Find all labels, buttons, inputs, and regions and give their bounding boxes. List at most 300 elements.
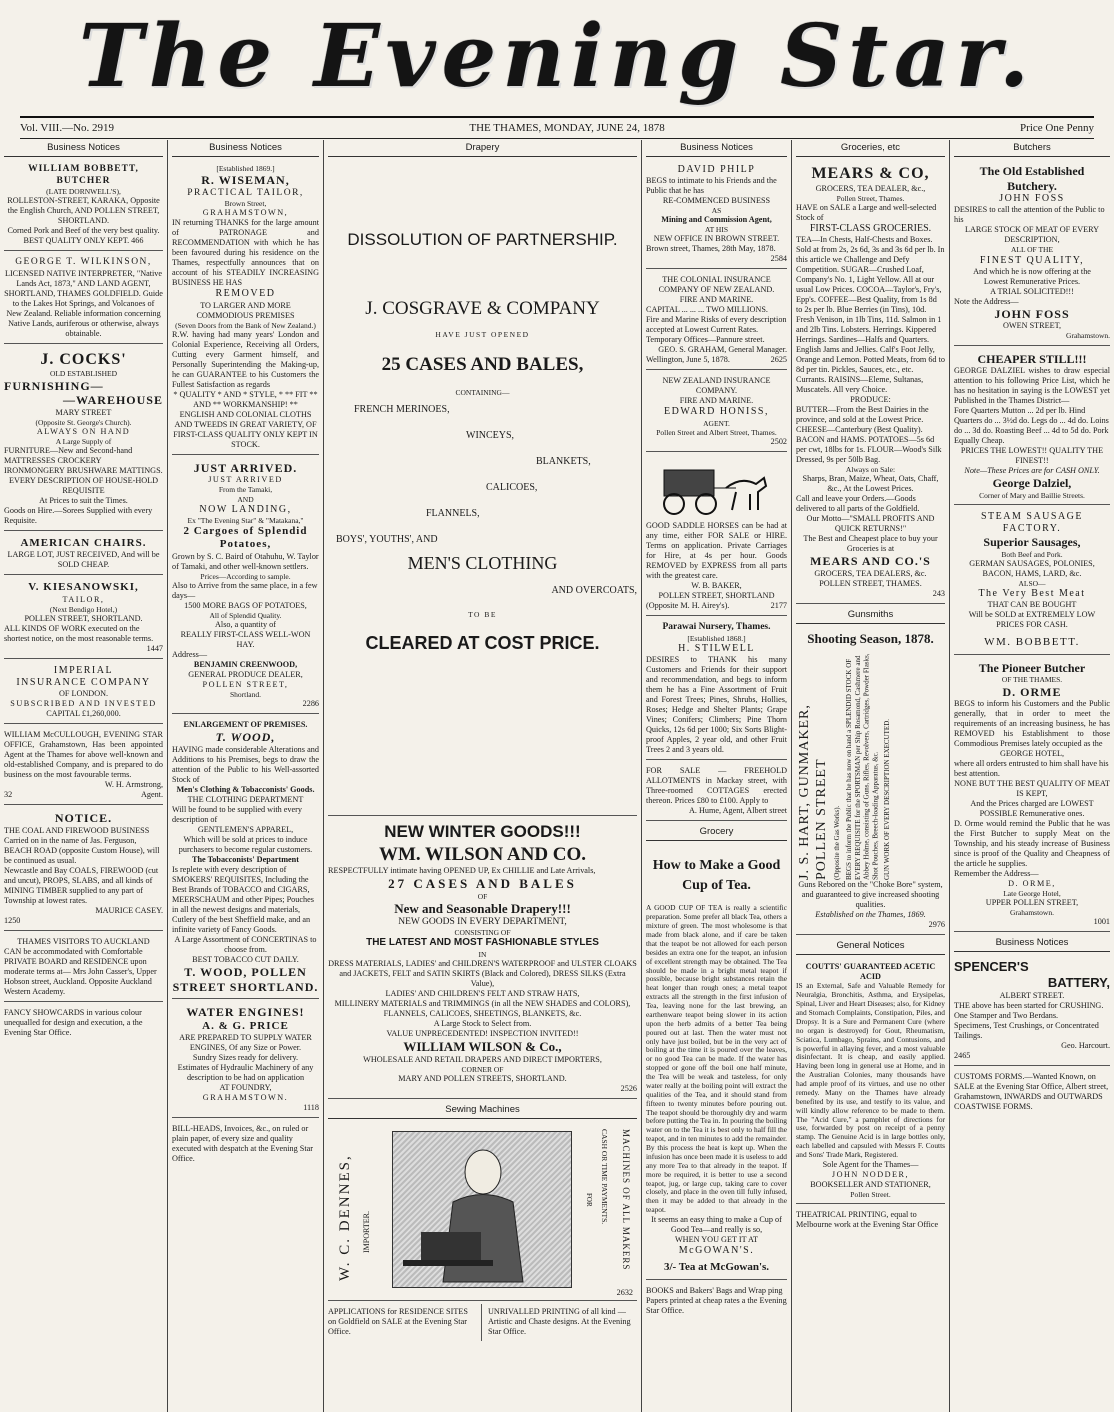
ad-number: 2584: [770, 254, 787, 264]
ad-body: FOR SALE — FREEHOLD ALLOTMENTS in Mackay street, with Three-roomed COTTAGES erected thereon. Prices £80 to £100. Apply to: [646, 765, 787, 805]
ad-line: ALL OF THE: [1010, 245, 1054, 255]
section-heading: General Notices: [796, 938, 945, 955]
ad-number: 2976: [928, 920, 945, 930]
ad-line: GERMAN SAUSAGES, POLONIES,: [969, 559, 1095, 569]
ad-line: A Large Supply of: [55, 436, 112, 446]
ad-line: OF LONDON.: [58, 689, 109, 699]
ad-signature: W. B. BAKER,: [691, 580, 742, 590]
ad-spencer: [954, 956, 1110, 1066]
ad-line: Shortland.: [229, 690, 262, 700]
ad-note: Corned Pork and Beef of the very best quality.: [7, 226, 160, 236]
ad-bobbett: [4, 161, 163, 251]
ad-body: ALL KINDS OF WORK executed on the shortest notice, on the most reasonable terms.: [4, 624, 154, 644]
ad-line: MILLINERY MATERIALS and TRIMMINGS (in all the NEW SHADES and COLORS), FLANNELS, CALICOES, SHEETINGS, BLANKETS, &c.: [334, 998, 631, 1018]
ad-established: [Established 1869.]: [216, 164, 275, 173]
columns-area: [0, 140, 1114, 1412]
ad-number: 1118: [303, 1103, 319, 1113]
ad-line: Always on Sale:: [845, 464, 896, 474]
dateline: [20, 120, 1094, 136]
ad-line: Late George Hotel,: [1003, 889, 1061, 899]
ad-line: Estimates of Hydraulic Machinery of any description to be had on application: [177, 1063, 314, 1083]
horse-carriage-engraving: [646, 458, 786, 518]
ad-line: Our Motto—"SMALL PROFITS AND QUICK RETURNS!": [806, 513, 935, 533]
sewing-machine-engraving: [392, 1131, 572, 1288]
ad-line: At Prices to suit the Times.: [39, 496, 128, 506]
ad-number: 2526: [620, 1083, 637, 1093]
ad-line: Guns Rebored on the "Choke Bore" system, and guaranteed to give increased shooting qualities.: [798, 880, 943, 910]
ad-item: BLANKETS,: [536, 456, 591, 468]
ad-line: WHEN YOU GET IT AT: [674, 1235, 759, 1245]
ad-imperial-insurance: [4, 662, 163, 724]
ad-body: Newcastle and Bay COALS, FIREWOOD (cut and uncut), PROPS, SLABS, and all kinds of MINING TIMBER supplied to any part of Township at lowest rates.: [4, 866, 159, 906]
ad-body: RESPECTFULLY intimate having OPENED UP, Ex CHILLIE and Late Arrivals,: [328, 865, 596, 875]
ad-line: * QUALITY * AND * STYLE, * ** FIT ** AND ** WORKMANSHIP! **: [173, 389, 318, 409]
ad-body: A GOOD CUP OF TEA is really a scientific preparation. Some prefer all black Tea, others a mixture of green. The most wholesome is that made from black alone, and if care be taken that the teapot be not allowed for each person besides an extra one for the teapot, an infusion of excellent strength may be obtained. The Tea should be made in a bright metal teapot if possible, because bright substances retain the heat longer than rough ones; a metal teapot extracts all the strength in the first infusion of Tea, leaving none for the last brewing, an earthenware teapot being slower in its action upon the herb admits of a better Tea being poured out at last. Then the water must not only have just boiled, but be in the very act of boiling at the time it is poured over the leaves, or no good Tea can be made. If the water has stopped or gone off the boil one half minute, the Tea will be weak and tasteless, for only water really at the boiling point will extract the qualities of the Tea, and it should stand from fifteen to twenty minutes before pouring out. The teapot should be thoroughly dry and warm before putting the Tea in. In pouring the boiling water on to the Tea it is best only to half fill the teapot, and in ten minutes to add the remainder. By this process the heat is kept up. When the infusion has once been made it is useless to add any more Tea to that already in the teapot. If more be required, it is better to use a second teapot, jug, or large cup, taking care to cover closely, and place in the oven till fully infused, then it may be added to that already in the teapot.: [646, 903, 787, 1215]
ad-line: NONE BUT THE BEST QUALITY OF MEAT IS KEPT,: [954, 779, 1110, 799]
ad-line: AGENT.: [703, 418, 730, 428]
ad-line: BOOKSELLER AND STATIONER,: [810, 1179, 931, 1189]
ad-number: 243: [932, 588, 945, 598]
ad-line: Sole Agent for the Thames—: [822, 1159, 919, 1169]
ad-line: IN: [478, 949, 487, 959]
ad-line: LARGE STOCK OF MEAT OF EVERY DESCRIPTION,: [964, 225, 1100, 245]
ad-line: MACHINES OF ALL MAKERS: [621, 1128, 631, 1271]
ad-subtitle: GROCERS, TEA DEALER, &c.,: [815, 183, 926, 193]
ad-mccullough: [4, 727, 163, 805]
ad-customs: [954, 1069, 1110, 1116]
ad-body: BEGS to inform the Public that he has now on hand a SPLENDID STOCK OF EVERY REQUISITE for the SPORTSMAN per Ship Rosamond, Cashmere and Abbey Holme, consisting of Guns, Rifles, Revolvers, Cartridges, Powder Flasks, Shot Pouches, Breech-loading Apparatus, &c.: [844, 653, 879, 881]
ad-line: AND: [237, 494, 254, 504]
ad-line: THAT CAN BE BOUGHT: [987, 600, 1077, 610]
ad-line: GEORGE HOTEL,: [999, 749, 1065, 759]
masthead-rule: [20, 116, 1094, 118]
ad-number: 2625: [770, 355, 787, 365]
ad-line: AND OVERCOATS,: [551, 585, 637, 597]
ad-list: TEA—In Chests, Half-Chests and Boxes. Sold at from 2s, 2s 6d, 3s and 3s 6d per lb. In this article we Challenge and Defy Competition. SUGAR—Crushed Loaf, Company's No. 1, Light Yellow. All at our usual Low Prices. COCOA—Taylor's, Fry's, Epp's. COFFEE—Best Quality, from 1s 8d to 2s per lb. Blue Berries (in Tins), 10d. Fresh Venison, in 1lb Tins, 11d. Salmon in 1 and 2lb Tins. Lobsters. Herrings. Kippered Herrings. Sardines—Halfs and Quarters. English Jams and Jellies. Calf's Foot Jelly, Orange and Lemon. Potted Meats, from 6d to 8d per tin. Pickles, Sauces, etc., etc. Currants. RAISINS—Eleme, Sultanas, Muscatels. All very Choice.: [796, 234, 945, 394]
ad-title: The Pioneer Butcher: [978, 660, 1086, 675]
ad-line: DRESS MATERIALS, LADIES' and CHILDREN'S WATERPROOF and ULSTER CLOAKS and JACKETS, FELT and SATIN SKIRTS (Black and Colored), DRESS SILKS (Extra Value),: [328, 958, 637, 988]
ad-line: Is replete with every description of SMOKERS' REQUISITES, Including the Best Brands of TOBACCO and CIGARS, MEERSCHAUM and other Pipes; Pouches in all the newest designs and materials, Cutlery of the best Sheffield make, and an infinite variety of Fancy Goods.: [172, 864, 314, 934]
ad-body: GEORGE DALZIEL wishes to draw especial attention to his following Price List, which he has no hesitation in saying is the LOWEST yet Published in the Thames District—: [954, 366, 1110, 406]
ad-name: BENJAMIN CREENWOOD,: [193, 660, 298, 670]
ad-line: (Opposite the Gas Works).: [833, 806, 842, 881]
column-heading: Business Notices: [172, 140, 319, 157]
ad-line: A TRIAL SOLICITED!!!: [990, 286, 1074, 296]
ad-item: BOYS', YOUTHS', AND: [336, 534, 438, 546]
ad-dissolution: [328, 161, 637, 816]
ad-line: VALUE UNPRECEDENTED! INSPECTION INVITED!!: [386, 1028, 579, 1038]
ad-line: Established on the Thames, 1869.: [815, 910, 926, 920]
ad-line: POLLEN STREET, THAMES.: [819, 578, 922, 588]
ad-name: J. S. HART, GUNMAKER, POLLEN STREET: [797, 704, 830, 881]
column-4: [642, 140, 792, 1412]
ad-line: INSURANCE COMPANY: [16, 677, 151, 689]
column-heading: Groceries, etc: [796, 140, 945, 157]
ad-line: The Tobacconists' Department: [192, 854, 299, 864]
ad-line: GENERAL PRODUCE DEALER,: [188, 670, 303, 680]
issue-date: THE THAMES, MONDAY, JUNE 24, 1878: [469, 122, 665, 134]
ad-line: THE LATEST AND MOST FASHIONABLE STYLES: [366, 937, 599, 949]
ad-line: Brown street, Thames, 28th May, 1878.: [646, 244, 776, 254]
ad-body: GOOD SADDLE HORSES can be had at any time, either FOR SALE or HIRE. Terms on application. Private Carriages for Hire, at 4s per hour. Goods REMOVED by EXPRESS from all parts with the greatest care.: [646, 520, 787, 580]
ad-potatoes: [172, 458, 319, 714]
ad-kiesanowski: [4, 578, 163, 659]
ad-line: TO BE: [468, 609, 497, 619]
ad-line: Superior Sausages,: [983, 535, 1081, 550]
ad-address: MARY STREET: [55, 407, 112, 417]
ad-line: McGOWAN'S.: [678, 1245, 755, 1257]
ad-title: How to Make a Good Cup of Tea.: [652, 857, 781, 894]
ad-number: 1001: [1093, 917, 1110, 927]
ad-name: JOHN NODDER,: [831, 1169, 910, 1179]
ad-line: Specimens, Test Crushings, or Concentrated Tailings.: [954, 1021, 1099, 1041]
ad-line: Also, a quantity of: [215, 620, 276, 630]
ad-line: Goods on Hire.—Sorees Supplied with every Requisite.: [4, 506, 153, 526]
section-heading: Business Notices: [954, 935, 1110, 952]
ad-title: WILLIAM BOBBETT, BUTCHER: [28, 164, 139, 186]
ad-coutts: [796, 959, 945, 1204]
ad-title: AMERICAN CHAIRS.: [20, 537, 147, 550]
ad-colonial-insurance: [646, 272, 787, 370]
ad-number: 2502: [770, 436, 787, 446]
ad-line: MARY AND POLLEN STREETS, SHORTLAND.: [398, 1073, 567, 1083]
ad-line: Lowest Remunerative Prices.: [983, 276, 1081, 286]
volume-number: Vol. VIII.—No. 2919: [20, 122, 115, 134]
ad-title: ENLARGEMENT OF PREMISES.: [183, 720, 308, 730]
column-heading: Drapery: [328, 140, 637, 157]
ad-body: THE above has been started for CRUSHING. One Stamper and Two Berdans.: [954, 1001, 1104, 1021]
ad-title: J. COCKS': [40, 350, 127, 368]
ad-name: A. & G. PRICE: [202, 1019, 289, 1032]
ad-line: ENGLISH AND COLONIAL CLOTHS AND TWEEDS IN GREAT VARIETY, OF FIRST-CLASS QUALITY ONLY KEPT IN STOCK.: [173, 409, 318, 449]
ad-showcards: [4, 1005, 163, 1042]
ad-line: 2 Cargoes of Splendid Potatoes,: [183, 525, 308, 551]
ad-signature: W. H. Armstrong,: [104, 780, 163, 790]
ad-title: The Old Established Butchery.: [979, 164, 1085, 193]
ad-body: DESIRES to THANK his many Customers and Friends for their support and recommendation, and begs to inform them he has a Fine Assortment of Fruit and Forest Trees; Pines, Shrubs, Hollies, Roses; Hedge and Shelter Plants; Grape Vines; Conifers; Climbers; Pine Thorn Quicks, 12s 6d per 1000; Six Sorts Blight-proof Apples, 2 year old, and other Fruit Trees 2 and 3 years old.: [646, 654, 787, 754]
ad-cocks: [4, 347, 163, 531]
ad-subtitle: IMPORTER.: [362, 1210, 371, 1253]
ad-line: FIRE AND MARINE.: [679, 295, 754, 305]
ad-title: SPENCER'S: [954, 959, 1029, 975]
ad-items: FURNITURE—New and Second-hand MATTRESSES CROCKERY IRONMONGERY BRUSHWARE MATTINGS.: [4, 446, 163, 476]
ad-line: LADIES' AND CHILDREN'S FELT AND STRAW HATS,: [385, 988, 580, 998]
ad-body: APPLICATIONS for RESIDENCE SITES on Goldfield on SALE at the Evening Star Office.: [328, 1306, 468, 1336]
ad-line: REMOVED: [215, 288, 276, 300]
ad-line: CAPITAL ... ... ... TWO MILLIONS.: [646, 305, 768, 315]
ad-unrivalled: [488, 1304, 637, 1341]
ad-number: 2286: [302, 699, 319, 709]
ad-line: Remember the Address—: [954, 869, 1039, 879]
ad-body: ROLLESTON-STREET, KARAKA, Opposite the English Church, AND POLLEN STREET, SHORTLAND.: [7, 196, 160, 226]
ad-list: BUTTER—From the Best Dairies in the province, and sold at the Lowest Price. CHEESE—Canterbury (Best Quality). BACON and HAMS. POTATOES—5s 6d per cwt, 18lbs for 1s. FLOUR—Wood's Silk Dressed, 9s per 50lb Bag.: [796, 404, 942, 464]
ad-body: HAVING made considerable Alterations and Additions to his Premises, begs to draw the attention of the Public to his Well-assorted Stock of: [172, 744, 319, 784]
ad-title: DISSOLUTION OF PARTNERSHIP.: [347, 230, 618, 249]
ad-signature: Agent.: [140, 790, 163, 800]
ad-address: Pollen Street, Thames.: [836, 193, 905, 203]
ad-line: GRAHAMSTOWN.: [202, 1093, 289, 1103]
ad-line: CAPITAL £1,260,000.: [46, 709, 121, 719]
ad-visitors: [4, 934, 163, 1002]
ad-line: IMPERIAL: [53, 665, 114, 677]
ad-name: JOHN FOSS: [999, 193, 1065, 205]
ad-line: SUBSCRIBED AND INVESTED: [10, 699, 157, 709]
ad-line: WHOLESALE AND RETAIL DRAPERS AND DIRECT IMPORTERS,: [363, 1054, 602, 1064]
ad-name: JOHN FOSS: [994, 306, 1070, 321]
ad-line: JUST ARRIVED: [208, 475, 283, 485]
ad-title: Parawai Nursery, Thames.: [662, 621, 771, 632]
ad-line: Sundry Sizes ready for delivery.: [192, 1053, 299, 1063]
column-1: [0, 140, 168, 1412]
ad-line: FIRST-CLASS GROCERIES.: [809, 222, 932, 234]
ad-shooting-season: [796, 628, 945, 936]
ad-dennes: [328, 1123, 637, 1301]
ad-line: PRICES FOR CASH.: [996, 620, 1068, 630]
ad-body: ARE PREPARED TO SUPPLY WATER ENGINES, Of any Size or Power.: [179, 1033, 312, 1053]
ad-body: BEGS to inform his Customers and the Public generally, that in order to meet the requirements of an increasing business, he has REMOVED his Establishment to those Commodious Premises lately occupied as the: [954, 699, 1110, 749]
ad-line: HAVE JUST OPENED: [435, 329, 530, 339]
ad-title: COUTTS' GUARANTEED ACETIC ACID: [805, 962, 936, 982]
ad-body: BEGS to intimate to his Friends and the Public that he has: [646, 176, 777, 196]
ad-name: WM. BOBBETT.: [984, 636, 1080, 649]
ad-line: TO LARGER AND MORE COMMODIOUS PREMISES: [196, 300, 295, 320]
ad-line: FURNISHING—: [4, 378, 104, 393]
ad-line: PRICES THE LOWEST!! QUALITY THE FINEST!!: [960, 446, 1104, 466]
ad-line: Both Beef and Pork.: [1001, 549, 1063, 559]
ad-wilson: [328, 819, 637, 1099]
column-5: [792, 140, 950, 1412]
ad-water-engines: [172, 1002, 319, 1118]
ad-name: George Dalziel,: [992, 476, 1072, 491]
ad-line: All of Splendid Quality.: [209, 611, 282, 620]
ad-address: Brown Street,: [224, 199, 267, 209]
ad-name: MEARS AND CO.'S: [810, 553, 931, 568]
ad-firm: J. COSGRAVE & COMPANY: [365, 297, 600, 319]
ad-item: CALICOES,: [486, 482, 538, 494]
ad-applications: [328, 1304, 482, 1341]
ad-line: Note—These Prices are for CASH ONLY.: [964, 466, 1100, 476]
ad-american-chairs: [4, 534, 163, 575]
ad-title: Shooting Season, 1878.: [807, 630, 934, 646]
ad-body: IS an External, Safe and Valuable Remedy for Neuralgia, Bronchitis, Asthma, and Erysipelas, Spinal, Liver and Heart Diseases; also, for Kidney and Stomach Complaints, Constipation, Piles, and Dropsy. It is a Sure and Permanent Cure (where no organ is destroyed) for Gout, Rheumatism, Sciatica, Lumbago, Sprains, and Contusions, and is powerful in allaying fever, and a most valuable disinfectant. It is cheap, and easily applied. Having been long in general use at Home, and in the Australian Colonies, many thousands have had ample proof of its virtues, and use no other remedy. Many on the Thames have already benefited by its use, and testify to its value, and will kindly allow reference to be made to them. The "Acid Cure," a pamphlet of directions for use, forwarded by post on receipt of a penny stamp. The Genuine Acid is in large bottles only, each labelled and capsuled with Messrs F. Coutts and Sons' Trade Mark, Registered.: [796, 981, 945, 1160]
ad-theatrical: [796, 1207, 945, 1234]
ad-line: CLEARED AT COST PRICE.: [365, 632, 600, 653]
ad-subtitle: OLD ESTABLISHED: [49, 369, 118, 379]
ad-line: Which will be sold at prices to induce purchasers to become regular customers.: [178, 834, 313, 854]
ad-address: POLLEN STREET, SHORTLAND: [658, 590, 775, 600]
ad-body: HAVE on SALE a Large and well-selected Stock of: [796, 202, 937, 222]
ad-line: AT HIS: [705, 225, 728, 235]
ad-body: Fire and Marine Risks of every description accepted at Lowest Current Rates. Temporary Offices—Pannure street.: [646, 315, 787, 345]
column-heading: Butchers: [954, 140, 1110, 157]
ad-signature: MAURICE CASEY.: [95, 906, 163, 916]
woman-sewing-illustration: [393, 1132, 571, 1287]
ad-line: New and Seasonable Drapery!!!: [394, 900, 571, 916]
ad-t-wood: [172, 717, 319, 999]
ad-line: Mining and Commission Agent,: [661, 215, 772, 225]
ad-line: 1500 MORE BAGS OF POTATOES,: [184, 601, 307, 610]
ad-line: Also to Arrive from the same place, in a few days—: [172, 581, 318, 600]
ad-body: BILL-HEADS, Invoices, &c., on ruled or plain paper, of every size and quality executed with despatch at the Evening Star Office.: [172, 1124, 313, 1164]
ad-tea: [646, 845, 787, 1280]
ad-body: UNRIVALLED PRINTING of all kind —Artistic and Chaste designs. At the Evening Star Office.: [488, 1306, 631, 1336]
ad-title: CHEAPER STILL!!!: [977, 351, 1087, 366]
dateline-rule: [20, 138, 1094, 139]
ad-line: THE CLOTHING DEPARTMENT: [187, 794, 304, 804]
ad-subtitle: (Next Bendigo Hotel,): [49, 604, 118, 614]
ad-address: Grahamstown.: [1010, 908, 1054, 918]
ad-wiseman: [172, 161, 319, 455]
ad-title: NEW WINTER GOODS!!!: [384, 822, 581, 841]
ad-line: Address—: [172, 650, 208, 660]
ad-body: LICENSED NATIVE INTERPRETER, "Native Lands Act, 1873," AND LAND AGENT, SHORTLAND, THAMES GOLDFIELD. Guide to the Lakes Hot Springs, and Volcanoes of New Zealand. Reliable information concerning Native Lands, auriferous or otherwise, always obtainable.: [4, 268, 163, 338]
ad-address: Grahamstown.: [1066, 331, 1110, 341]
ad-address: UPPER POLLEN STREET,: [985, 898, 1079, 908]
section-heading: Grocery: [646, 824, 787, 841]
ad-body: WILLIAM McCULLOUGH, EVENING STAR OFFICE, Grahamstown, Has been appointed Agent at the Thames for above well-known and old-established Company, and is prepared to do business on the most favourable terms.: [4, 730, 163, 780]
ad-title: THAMES VISITORS TO AUCKLAND: [17, 937, 150, 947]
ad-address: POLLEN STREET, SHORTLAND.: [24, 614, 143, 624]
ad-address: GRAHAMSTOWN,: [202, 208, 289, 218]
ad-line: CORNER OF: [461, 1064, 504, 1074]
ad-body: CAN be accommodated with Comfortable PRIVATE BOARD and RESIDENCE upon moderate terms at— Mrs John Casser's, Upper Hobson street, Auckland. Opposite Auckland Western Academy.: [4, 947, 157, 997]
column-heading: Business Notices: [4, 140, 163, 157]
ad-body: THEATRICAL PRINTING, equal to Melbourne work at the Evening Star Office: [796, 1210, 939, 1230]
column-heading: Business Notices: [646, 140, 787, 157]
ad-title: NOTICE.: [54, 811, 113, 826]
ad-signature: T. WOOD, POLLEN STREET SHORTLAND.: [172, 964, 319, 994]
ad-name: W. C. DENNES,: [337, 1154, 353, 1281]
ad-name: EDWARD HONISS,: [664, 406, 769, 418]
ad-body: R.W. having had many years' London and Colonial Experience, Receiving all Orders, Cutting every Garment himself, and Personally Superintending the Making-up, he can GUARANTEE to his Customers the Fullest Satisfaction as regards: [172, 329, 319, 389]
ad-line: CONSISTING OF: [454, 928, 511, 938]
ad-books: [646, 1283, 787, 1320]
ad-line: FIRE AND MARINE.: [679, 396, 754, 406]
ad-signature: A. Hume, Agent, Albert street: [688, 805, 787, 815]
ad-philp: [646, 161, 787, 269]
ad-line: Prices—According to sample.: [200, 571, 291, 581]
ad-body: FANCY SHOWCARDS in various colour unequalled for design and execution, a the Evening Star Office.: [4, 1008, 143, 1038]
ad-number: 2632: [616, 1287, 633, 1297]
ad-body: BOOKS and Bakers' Bags and Wrap ping Papers printed at cheap rates a the Evening Star Office.: [646, 1285, 787, 1315]
ad-foss: [954, 161, 1110, 346]
ad-line: And which he is now offering at the: [973, 266, 1091, 276]
ad-billheads: [172, 1121, 319, 1168]
ad-sausage: [954, 508, 1110, 655]
ad-line: And the Prices charged are LOWEST POSSIBLE Remunerative ones.: [970, 799, 1094, 819]
ad-coal-notice: [4, 808, 163, 931]
ad-orme: [954, 658, 1110, 933]
ad-signature: D. ORME,: [1008, 879, 1056, 889]
ad-line: —WAREHOUSE: [62, 393, 163, 408]
ad-body: DESIRES to call the attention of the Public to his: [954, 205, 1105, 225]
ad-subtitle: PRACTICAL TAILOR,: [187, 187, 304, 198]
section-heading: Sewing Machines: [328, 1102, 637, 1119]
ad-address: Corner of Mary and Baillie Streets.: [979, 490, 1085, 500]
ad-line: ALWAYS ON HAND: [36, 426, 131, 436]
ad-established: [Established 1868.]: [687, 633, 746, 643]
ad-item: FLANNELS,: [426, 508, 480, 520]
ad-signature: GEO. S. GRAHAM, General Manager.: [658, 345, 787, 355]
newspaper-title: The Evening Star.: [78, 5, 1036, 107]
ad-parawai: [646, 619, 787, 760]
ad-line: The Very Best Meat: [978, 588, 1086, 600]
ad-subtitle: (LATE DORNWELL'S),: [46, 187, 121, 197]
ad-line: The Best and Cheapest place to buy your Groceries is at: [803, 533, 938, 553]
ad-line: BACON, HAMS, LARD, &c.: [982, 569, 1082, 579]
section-heading: Gunsmiths: [796, 607, 945, 624]
ad-line: It seems an easy thing to make a Cup of Good Tea—and really is so,: [651, 1215, 782, 1235]
ad-line: Will be SOLD at EXTREMELY LOW: [968, 610, 1096, 620]
ad-signature: Geo. Harcourt.: [1061, 1041, 1110, 1051]
ad-address: OWEN STREET,: [1002, 321, 1062, 331]
ad-subtitle: BATTERY,: [1047, 975, 1110, 991]
ad-baker: [646, 455, 787, 616]
ad-name: H. STILWELL: [678, 642, 755, 654]
column-2: [168, 140, 324, 1412]
ad-line: 25 CASES AND BALES,: [381, 354, 584, 376]
ad-body: THE COAL AND FIREWOOD BUSINESS Carried on in the name of Jas. Ferguson, BEACH ROAD (opposite Custom House), will be continued as usual.: [4, 826, 160, 866]
ad-line: FINEST QUALITY,: [979, 254, 1085, 266]
ad-line: GUN WORK OF EVERY DESCRIPTION EXECUTED.: [882, 719, 891, 881]
ad-title: JUST ARRIVED.: [193, 460, 298, 475]
ad-title: MEARS & CO,: [811, 165, 930, 182]
ad-body: D. Orme would remind the Public that he was the First Butcher to supply Meat on the Township, and his steady increase of Business since is proof of the Quality and Cheapness of the article he supplies.: [954, 819, 1110, 869]
ad-number: 1250: [4, 916, 21, 926]
ad-line: NEW OFFICE IN BROWN STREET.: [653, 234, 780, 244]
ad-line: GENTLEMEN'S APPAREL,: [197, 824, 294, 834]
ad-line: NOW LANDING,: [199, 503, 292, 515]
ad-subtitle: TAILOR,: [62, 594, 105, 604]
ad-address: Pollen Street.: [850, 1189, 891, 1199]
ad-line: GROCERS, TEA DEALERS, &c.: [814, 568, 927, 578]
ad-title: GEORGE T. WILKINSON,: [15, 257, 152, 268]
ad-mears: [796, 161, 945, 604]
ad-address-note: (Opposite St. George's Church).: [35, 417, 132, 427]
ad-line: From the Tamaki,: [218, 485, 273, 495]
ad-name: T. WOOD,: [215, 730, 276, 745]
ad-line: EVERY DESCRIPTION OF HOUSE-HOLD REQUISITE: [8, 476, 159, 496]
issue-price: Price One Penny: [1020, 122, 1094, 134]
ad-wilkinson: [4, 254, 163, 344]
ad-line: MEN'S CLOTHING: [407, 553, 558, 574]
ad-for-sale: [646, 763, 787, 821]
ad-line: Men's Clothing & Tobacconists' Goods.: [176, 784, 315, 794]
ad-nz-insurance: [646, 373, 787, 451]
ad-line: Call and leave your Orders.—Goods delivered to all parts of the Goldfield.: [796, 493, 920, 513]
ad-number: 32: [4, 790, 13, 800]
column-3: [324, 140, 642, 1412]
ad-line: OF: [477, 891, 488, 901]
ad-line: Ex "The Evening Star" & "Matakana,": [187, 515, 304, 525]
ad-date: Wellington, June 5, 1878.: [646, 355, 730, 365]
ad-number: 2177: [770, 600, 787, 610]
ad-title: WATER ENGINES!: [186, 1005, 305, 1020]
ad-line: AT FOUNDRY,: [219, 1083, 272, 1093]
ad-title: DAVID PHILP: [677, 164, 756, 175]
ad-line: Will be found to be supplied with every description of: [172, 804, 302, 824]
ad-line: AS: [711, 206, 722, 216]
ad-title: NEW ZEALAND INSURANCE COMPANY.: [662, 376, 771, 396]
ad-title: THE COLONIAL INSURANCE COMPANY OF NEW ZEALAND.: [658, 275, 775, 295]
ad-firm: WILLIAM WILSON & Co.,: [403, 1038, 562, 1054]
ad-item: WINCEYS,: [466, 430, 515, 442]
ad-line: CASH OR TIME PAYMENTS.: [600, 1128, 609, 1224]
ad-item: FRENCH MERINOES,: [354, 404, 450, 416]
ad-line: Sharps, Bran, Maize, Wheat, Oats, Chaff, &c., At the Lowest Prices.: [802, 473, 939, 493]
ad-dalziel: [954, 349, 1110, 505]
ad-body: IN returning THANKS for the large amount of PATRONAGE and RECOMMENDATION with which he has been favoured during his residence on the Thames, respectfully announces that on account of his STEADILY INCREASING BUSINESS HE HAS: [172, 218, 319, 288]
